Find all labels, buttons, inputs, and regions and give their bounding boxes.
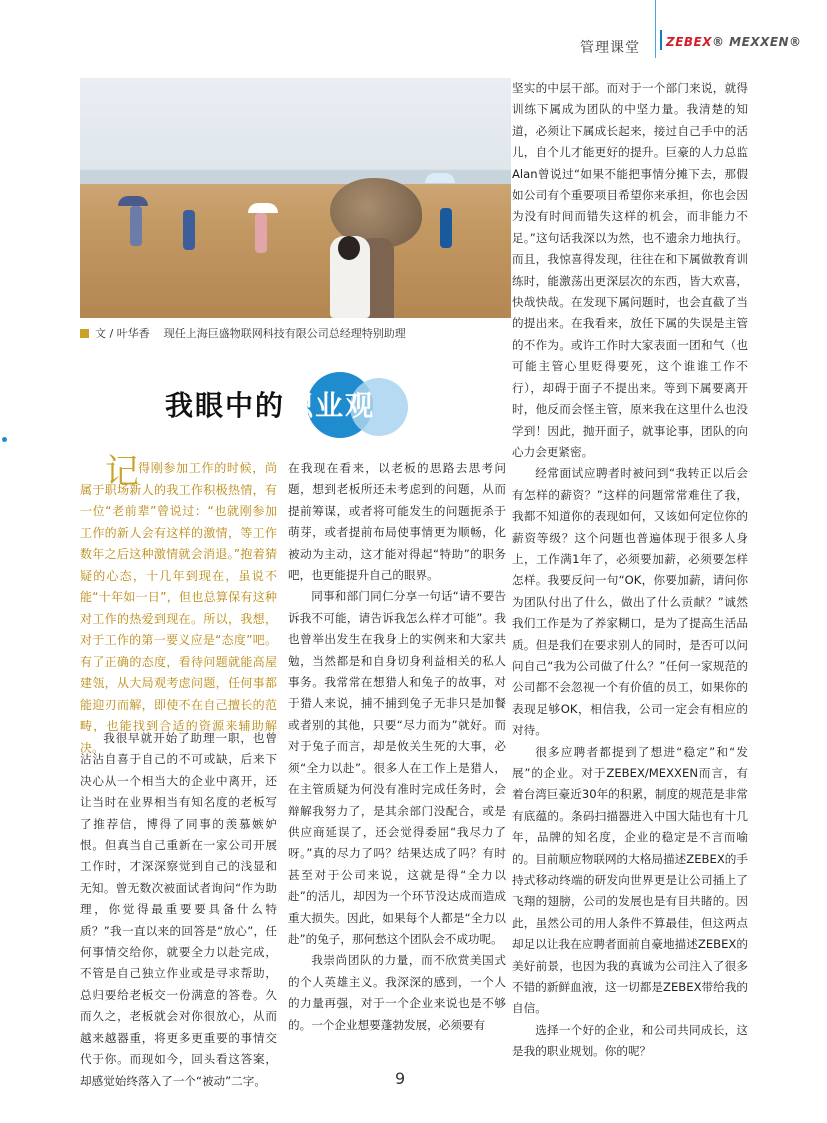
paragraph: 我崇尚团队的力量，而不欣赏美国式的个人英雄主义。我深深的感到，一个人的力量再强，对于一个企业来说也是不够的。一个企业想要蓬勃发展，必须要有 (288, 953, 506, 1032)
paragraph: 坚实的中层干部。而对于一个部门来说，就得训练下属成为团队的中坚力量。我清楚的知道，必须让下属成长起来，接过自己手中的活儿，自个儿才能更好的提升。巨豪的人力总监Alan曾说过“如果不能把事情分摊下去，那假如公司有个重要项目希望你来承担，你也会因为没有时间而错失这样的机会，而非能力不足。”这句话我深以为然，也不遗余力地执行。而且，我惊喜得发现，往往在和下属做教育训练时，能激荡出更深层次的东西，皆大欢喜，快哉快哉。在发现下属问题时，也会直截了当的提出来。在我看来，放任下属的失误是主管的不作为。或许工作时大家表面一团和气（也可能主管心里贬得要死，这个谁谁工作不行），却碍于面子不提出来。等到下属要离开时，他反而会怪主管，原来我在这里什么也没学到！因此，抛开面子，就事论事，团队的向心力会更紧密。 (512, 81, 748, 459)
photo-person (255, 213, 267, 253)
column-2 (288, 458, 506, 1036)
brand-logo (666, 35, 802, 49)
photo-woman-head (338, 236, 360, 260)
brand-logo-zebex: ZEBEX (666, 35, 712, 49)
side-dot (2, 437, 7, 442)
brand-bar (660, 30, 662, 50)
article-photo (80, 78, 511, 318)
caption-role: 现任上海巨盛物联网科技有限公司总经理特别助理 (163, 327, 406, 340)
photo-umbrella (118, 196, 148, 206)
page-number: 9 (395, 1069, 406, 1088)
photo-umbrella (425, 173, 455, 183)
caption-author: 文 / 叶华香 (95, 327, 150, 340)
photo-caption (80, 325, 406, 341)
paragraph: 选择一个好的企业，和公司共同成长，这是我的职业规划。你的呢？ (512, 1022, 748, 1059)
paragraph: 同事和部门同仁分享一句话“请不要告诉我不可能，请告诉我怎么样才可能”。我也曾举出发生在我身上的实例来和大家共勉，当然都是和自身切身利益相关的私人事务。我常常在想猎人和兔子的故事，对于猎人来说，捕不捕到兔子无非只是加餐或者别的其他，只要“尽力而为”就好。而对于兔子而言，却是攸关生死的大事，必须“全力以赴”。很多人在工作上是猎人，在主管质疑为何没有准时完成任务时，会辩解我努力了，是其余部门没配合，或是供应商延误了，还会觉得委屈“我尽力了呀。”真的尽力了吗？结果达成了吗？有时甚至对于公司来说，这就是得“全力以赴”的活儿，却因为一个环节没达成而造成重大损失。因此，如果每个人都是“全力以赴”的兔子，那何愁这个团队会不成功呢。 (288, 589, 506, 946)
photo-umbrella (248, 203, 278, 213)
section-title: 管理课堂 (580, 40, 640, 56)
paragraph: 我很早就开始了助理一职，也曾沾沾自喜于自己的不可或缺，后来下决心从一个相当大的企业中离开，还让当时在业界相当有知名度的老板写了推荐信，博得了同事的羡慕嫉妒恨。但真当自己重新在一家公司开展工作时，才深深察觉到自己的浅显和无知。曾无数次被面试者询问“作为助理，你觉得最重要要具备什么特质？”我一直以来的回答是“放心”，任何事情交给你，就要全力以赴完成，不管是自己独立作业或是寻求帮助，总归要给老板交一份满意的答卷。久而久之，老板就会对你很放心，从而越来越器重，将更多更重要的事情交代于你。而现如今，回头看这答案，却感觉始终落入了一个“被动”二字。 (80, 731, 277, 1088)
article-title (165, 384, 375, 424)
title-prefix: 我眼中的 (165, 389, 286, 422)
photo-person (183, 210, 195, 250)
paragraph: 经常面试应聘者时被问到“我转正以后会有怎样的薪资？”这样的问题常常难住了我，我都不知道你的表现如何，又该如何定位你的薪资等级？这个问题也普遍体现于很多人身上，工作满1年了，必须要加薪，必须要怎样怎样。我要反问一句“OK，你要加薪，请问你为团队付出了什么，做出了什么贡献？”诚然我们工作是为了养家糊口，是为了提高生活品质。但是我们在要求别人的同时，是否可以问问自己“我为公司做了什么？”任何一家规范的公司都不会忽视一个有价值的员工，如果你的表现足够OK，相信我，公司一定会有相应的对待。 (512, 466, 748, 738)
header-divider (655, 0, 656, 58)
photo-person (130, 206, 142, 246)
paragraph: 在我现在看来，以老板的思路去思考问题，想到老板所还未考虑到的问题，从而提前筹谋，或者将可能发生的问题扼杀于萌芽，或者提前布局使事情更为顺畅，化被动为主动，这才能对得起“特助”的职务吧，也更能提升自己的眼界。 (288, 461, 506, 583)
brand-logo-rest: ® MEXXEN® (712, 35, 802, 49)
paragraph: 很多应聘者都提到了想进“稳定”和“发展”的企业。对于ZEBEX/MEXXEN而言，有着台湾巨豪近30年的积累，制度的规范是非常有底蕴的。条码扫描器进入中国大陆也有十几年，品牌的知名度，企业的稳定是不言而喻的。目前顺应物联网的大格局描述ZEBEX的手持式移动终端的研发向世界更是让公司插上了飞翔的翅膀，公司的发展也是有目共睹的。因此，虽然公司的用人条件不算最佳，但这两点却足以让我在应聘者面前自豪地描述ZEBEX的美好前景，也因为我的真诚为公司注入了很多不错的新鲜血液，这一切都是ZEBEX带给我的自信。 (512, 744, 748, 1016)
drop-cap: 记 (105, 452, 139, 492)
column-3 (512, 78, 748, 1063)
caption-marker (80, 329, 89, 338)
title-highlight: 职业观 (285, 389, 376, 422)
photo-person (440, 208, 452, 248)
column-1 (80, 728, 277, 1092)
lead-paragraph: 得刚参加工作的时候，尚属于职场新人的我工作积极热情，有一位“老前辈”曾说过：“也就刚参加工作的新人会有这样的激情，等工作数年之后这种激情就会消退。”抱着猜疑的心态，十几年到现在，虽说不能“十年如一日”，但也总算保有这种对工作的热爱到现在。所以，我想，对于工作的第一要义应是“态度”吧。有了正确的态度，看待问题就能高屋建瓴，从大局观考虑问题，任何事都能迎刃而解，即使不在自己擅长的范畴，也能找到合适的资源来辅助解决。 (80, 461, 277, 755)
